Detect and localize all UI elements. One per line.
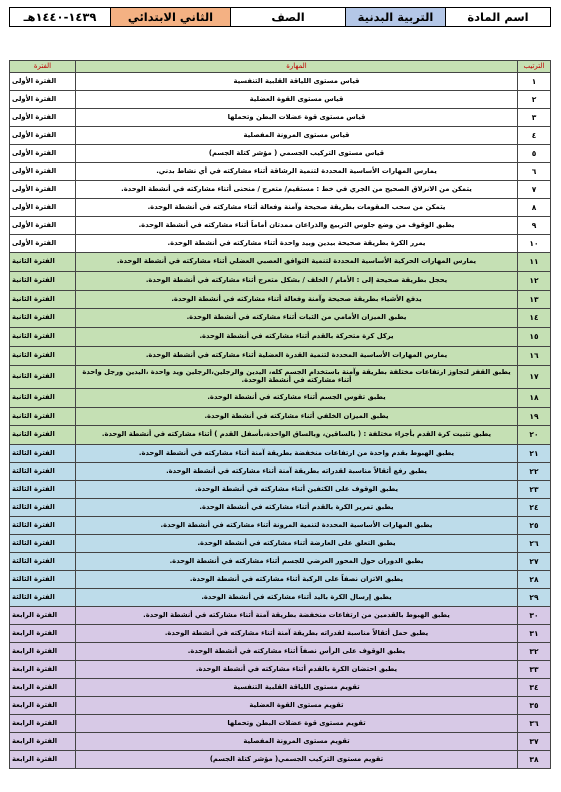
table-row xyxy=(10,751,551,769)
period-cell: الفترة الثالثة xyxy=(10,553,76,571)
skill-cell: يطبق تثبيت كرة القدم بأجزاء مختلفة : ( بالساقين، وبالساق الواحدة،بأسفل القدم ) أثناء مشاركته في أنشطة الوحدة. xyxy=(76,426,518,445)
table-row xyxy=(10,109,551,127)
order-number-cell: ١٣ xyxy=(518,290,551,309)
skill-cell: تقويم مستوى القوة العضلية xyxy=(76,697,518,715)
order-number-cell: ١٦ xyxy=(518,346,551,365)
table-row xyxy=(10,328,551,347)
table-row xyxy=(10,463,551,481)
skill-cell: يطبق الوقوف على الكتفين أثناء مشاركته في أنشطة الوحدة. xyxy=(76,481,518,499)
year-cell: ١٤٣٩-١٤٤٠هـ xyxy=(10,8,111,27)
period-cell: الفترة الثانية xyxy=(10,271,76,290)
order-number-cell: ٣٥ xyxy=(518,697,551,715)
skill-cell: يطبق الميزان الخلفي أثناء مشاركته في أنشطة الوحدة. xyxy=(76,407,518,426)
order-number-cell: ٣٧ xyxy=(518,733,551,751)
skill-cell: تقويم مستوى التركيب الجسمي( مؤشر كتلة الجسم) xyxy=(76,751,518,769)
order-number-cell: ٣٣ xyxy=(518,661,551,679)
skill-cell: يمارس المهارات الحركية الأساسية المحددة لتنمية التوافق العصبي العضلي أثناء مشاركته في أنشطة الوحدة. xyxy=(76,253,518,272)
skill-cell: يطبق تقوس الجسم أثناء مشاركته في أنشطة الوحدة. xyxy=(76,388,518,407)
order-number-cell: ٤ xyxy=(518,127,551,145)
col-period-header: الفترة xyxy=(10,61,76,73)
skill-cell: يطبق إرسال الكرة باليد أثناء مشاركته في أنشطة الوحدة. xyxy=(76,589,518,607)
skill-cell: قياس مستوى المرونة المفصلية xyxy=(76,127,518,145)
skill-cell: يطبق الوقوف من وضع جلوس التربيع والذراعان ممدتان أماماً أثناء مشاركته في أنشطة الوحدة. xyxy=(76,217,518,235)
period-cell: الفترة الأولى xyxy=(10,145,76,163)
period-cell: الفترة الرابعة xyxy=(10,661,76,679)
subject-value-cell: التربية البدنية xyxy=(346,8,446,27)
period-cell: الفترة الثالثة xyxy=(10,571,76,589)
table-row xyxy=(10,365,551,388)
table-row xyxy=(10,181,551,199)
skill-cell: يطبق رفع أثقالاً مناسبة لقدراته بطريقة آمنة أثناء مشاركته في أنشطة الوحدة. xyxy=(76,463,518,481)
period-cell: الفترة الأولى xyxy=(10,181,76,199)
skills-table xyxy=(9,60,551,769)
table-row xyxy=(10,607,551,625)
order-number-cell: ٦ xyxy=(518,163,551,181)
skill-cell: قياس مستوى قوة عضلات البطن وتحملها xyxy=(76,109,518,127)
period-cell: الفترة الثانية xyxy=(10,365,76,388)
order-number-cell: ٢١ xyxy=(518,445,551,463)
order-number-cell: ١١ xyxy=(518,253,551,272)
grade-value-cell: الثاني الابتدائي xyxy=(111,8,231,27)
table-row xyxy=(10,517,551,535)
table-row xyxy=(10,163,551,181)
col-num-header: الترتيب xyxy=(518,61,551,73)
period-cell: الفترة الأولى xyxy=(10,199,76,217)
order-number-cell: ٢٦ xyxy=(518,535,551,553)
period-cell: الفترة الرابعة xyxy=(10,679,76,697)
order-number-cell: ١٥ xyxy=(518,328,551,347)
order-number-cell: ٨ xyxy=(518,199,551,217)
table-row xyxy=(10,643,551,661)
skill-cell: يتمكن من سحب المقومات بطريقة صحيحة وآمنة وفعالة أثناء مشاركته في أنشطة الوحدة. xyxy=(76,199,518,217)
table-row xyxy=(10,553,551,571)
period-cell: الفترة الثالثة xyxy=(10,589,76,607)
table-row xyxy=(10,235,551,253)
table-row xyxy=(10,407,551,426)
table-row xyxy=(10,73,551,91)
period-cell: الفترة الرابعة xyxy=(10,643,76,661)
order-number-cell: ١ xyxy=(518,73,551,91)
skill-cell: يطبق احتضان الكرة بالقدم أثناء مشاركته في أنشطة الوحدة. xyxy=(76,661,518,679)
table-row xyxy=(10,253,551,272)
period-cell: الفترة الثانية xyxy=(10,328,76,347)
skill-cell: يطبق حمل أثقالاً مناسبة لقدراته بطريقة آمنة أثناء مشاركته في أنشطة الوحدة. xyxy=(76,625,518,643)
period-cell: الفترة الثانية xyxy=(10,290,76,309)
table-row xyxy=(10,589,551,607)
order-number-cell: ٣٨ xyxy=(518,751,551,769)
order-number-cell: ٩ xyxy=(518,217,551,235)
table-row xyxy=(10,145,551,163)
period-cell: الفترة الثانية xyxy=(10,388,76,407)
order-number-cell: ٣ xyxy=(518,109,551,127)
order-number-cell: ٥ xyxy=(518,145,551,163)
order-number-cell: ٢٥ xyxy=(518,517,551,535)
period-cell: الفترة الرابعة xyxy=(10,733,76,751)
period-cell: الفترة الثالثة xyxy=(10,463,76,481)
period-cell: الفترة الرابعة xyxy=(10,715,76,733)
skill-cell: تقويم مستوى المرونة المفصلية xyxy=(76,733,518,751)
skill-cell: يطبق المهارات الأساسية المحددة لتنمية المرونة أثناء مشاركته في أنشطة الوحدة. xyxy=(76,517,518,535)
header-table xyxy=(9,7,551,27)
table-row xyxy=(10,733,551,751)
period-cell: الفترة الأولى xyxy=(10,73,76,91)
period-cell: الفترة الثالثة xyxy=(10,517,76,535)
table-row xyxy=(10,625,551,643)
table-row xyxy=(10,91,551,109)
order-number-cell: ٣٠ xyxy=(518,607,551,625)
skill-cell: يطبق الاتزان نصفاً على الركبة أثناء مشاركته في أنشطة الوحدة. xyxy=(76,571,518,589)
col-skill-header: المهارة xyxy=(76,61,518,73)
skill-cell: يطبق التعلق على العارضة أثناء مشاركته في أنشطة الوحدة. xyxy=(76,535,518,553)
period-cell: الفترة الأولى xyxy=(10,163,76,181)
order-number-cell: ٣٤ xyxy=(518,679,551,697)
order-number-cell: ١٩ xyxy=(518,407,551,426)
order-number-cell: ٢٣ xyxy=(518,481,551,499)
skill-cell: تقويم مستوى اللياقة القلبية التنفسية xyxy=(76,679,518,697)
skill-cell: يطبق القفز لتجاوز ارتفاعات مختلفة بطريقة وآمنة باستخدام الجسم كله، اليدين والرجلين،الرجلين ويد واحدة ،اليدين ورجل واحدة أثناء مشاركته في أنشطة الوحدة. xyxy=(76,365,518,388)
order-number-cell: ١٤ xyxy=(518,309,551,328)
table-row xyxy=(10,199,551,217)
skill-cell: يطبق تمرير الكرة بالقدم أثناء مشاركته في أنشطة الوحدة. xyxy=(76,499,518,517)
order-number-cell: ٢٠ xyxy=(518,426,551,445)
table-row xyxy=(10,290,551,309)
period-cell: الفترة الأولى xyxy=(10,109,76,127)
subject-label-cell: اسم المادة xyxy=(446,8,551,27)
order-number-cell: ١٠ xyxy=(518,235,551,253)
skill-cell: يطبق الدوران حول المحور العرضي للجسم أثناء مشاركته في أنشطة الوحدة. xyxy=(76,553,518,571)
period-cell: الفترة الثالثة xyxy=(10,535,76,553)
period-cell: الفترة الرابعة xyxy=(10,625,76,643)
order-number-cell: ٢٨ xyxy=(518,571,551,589)
skill-cell: يمارس المهارات الأساسية المحددة لتنمية القدرة العضلية أثناء مشاركته في أنشطة الوحدة. xyxy=(76,346,518,365)
order-number-cell: ٢٢ xyxy=(518,463,551,481)
table-row xyxy=(10,426,551,445)
skill-cell: يطبق الهبوط بقدم واحدة من ارتفاعات منخفضة بطريقة آمنة أثناء مشاركته في أنشطة الوحدة. xyxy=(76,445,518,463)
skill-cell: يطبق الهبوط بالقدمين من ارتفاعات منخفضة بطريقة آمنة أثناء مشاركته في أنشطة الوحدة. xyxy=(76,607,518,625)
skill-cell: قياس مستوى التركيب الجسمي ( مؤشر كتلة الجسم) xyxy=(76,145,518,163)
order-number-cell: ٧ xyxy=(518,181,551,199)
skill-cell: يتمكن من الانزلاق الصحيح من الجري في خط : مستقيم/ متعرج / منحنى أثناء مشاركته في أنشطة الوحدة. xyxy=(76,181,518,199)
table-row xyxy=(10,217,551,235)
period-cell: الفترة الأولى xyxy=(10,91,76,109)
skill-cell: يدفع الأشياء بطريقة صحيحة وآمنة وفعالة أثناء مشاركته في أنشطة الوحدة. xyxy=(76,290,518,309)
period-cell: الفترة الثانية xyxy=(10,407,76,426)
grade-label-cell: الصف xyxy=(231,8,346,27)
skill-cell: يركل كرة متحركة بالقدم أثناء مشاركته في أنشطة الوحدة. xyxy=(76,328,518,347)
skill-cell: قياس مستوى اللياقة القلبية التنفسية xyxy=(76,73,518,91)
table-row xyxy=(10,309,551,328)
order-number-cell: ١٨ xyxy=(518,388,551,407)
period-cell: الفترة الثالثة xyxy=(10,499,76,517)
table-row xyxy=(10,271,551,290)
table-row xyxy=(10,697,551,715)
period-cell: الفترة الثانية xyxy=(10,426,76,445)
table-row xyxy=(10,481,551,499)
period-cell: الفترة الرابعة xyxy=(10,751,76,769)
table-row xyxy=(10,661,551,679)
period-cell: الفترة الأولى xyxy=(10,235,76,253)
table-row xyxy=(10,715,551,733)
table-row xyxy=(10,571,551,589)
period-cell: الفترة الثانية xyxy=(10,253,76,272)
table-row xyxy=(10,346,551,365)
order-number-cell: ٢٧ xyxy=(518,553,551,571)
period-cell: الفترة الرابعة xyxy=(10,697,76,715)
table-row xyxy=(10,679,551,697)
skill-cell: يمرر الكرة بطريقة صحيحة بيدين وبيد واحدة أثناء مشاركته في أنشطة الوحدة. xyxy=(76,235,518,253)
order-number-cell: ١٢ xyxy=(518,271,551,290)
order-number-cell: ١٧ xyxy=(518,365,551,388)
order-number-cell: ٢٩ xyxy=(518,589,551,607)
period-cell: الفترة الثالثة xyxy=(10,481,76,499)
table-row xyxy=(10,499,551,517)
order-number-cell: ٣٢ xyxy=(518,643,551,661)
order-number-cell: ٢٤ xyxy=(518,499,551,517)
skill-cell: يمارس المهارات الأساسية المحددة لتنمية الرشاقة أثناء مشاركته في أي نشاط بدني. xyxy=(76,163,518,181)
table-row xyxy=(10,535,551,553)
period-cell: الفترة الأولى xyxy=(10,127,76,145)
period-cell: الفترة الرابعة xyxy=(10,607,76,625)
order-number-cell: ٣١ xyxy=(518,625,551,643)
skill-cell: يحجل بطريقة صحيحة إلى : الأمام / الخلف / بشكل متعرج أثناء مشاركته في أنشطة الوحدة. xyxy=(76,271,518,290)
order-number-cell: ٢ xyxy=(518,91,551,109)
period-cell: الفترة الثالثة xyxy=(10,445,76,463)
skill-cell: تقويم مستوى قوة عضلات البطن وتحملها xyxy=(76,715,518,733)
table-row xyxy=(10,445,551,463)
table-header-row xyxy=(10,61,551,73)
period-cell: الفترة الأولى xyxy=(10,217,76,235)
period-cell: الفترة الثانية xyxy=(10,346,76,365)
skill-cell: يطبق الوقوف على الرأس نصفاً أثناء مشاركته في أنشطة الوحدة. xyxy=(76,643,518,661)
skill-cell: قياس مستوى القوة العضلية xyxy=(76,91,518,109)
skill-cell: يطبق الميزان الأمامي من الثبات أثناء مشاركته في أنشطة الوحدة. xyxy=(76,309,518,328)
period-cell: الفترة الثانية xyxy=(10,309,76,328)
table-row xyxy=(10,388,551,407)
table-row xyxy=(10,127,551,145)
order-number-cell: ٣٦ xyxy=(518,715,551,733)
header-row xyxy=(10,8,551,27)
